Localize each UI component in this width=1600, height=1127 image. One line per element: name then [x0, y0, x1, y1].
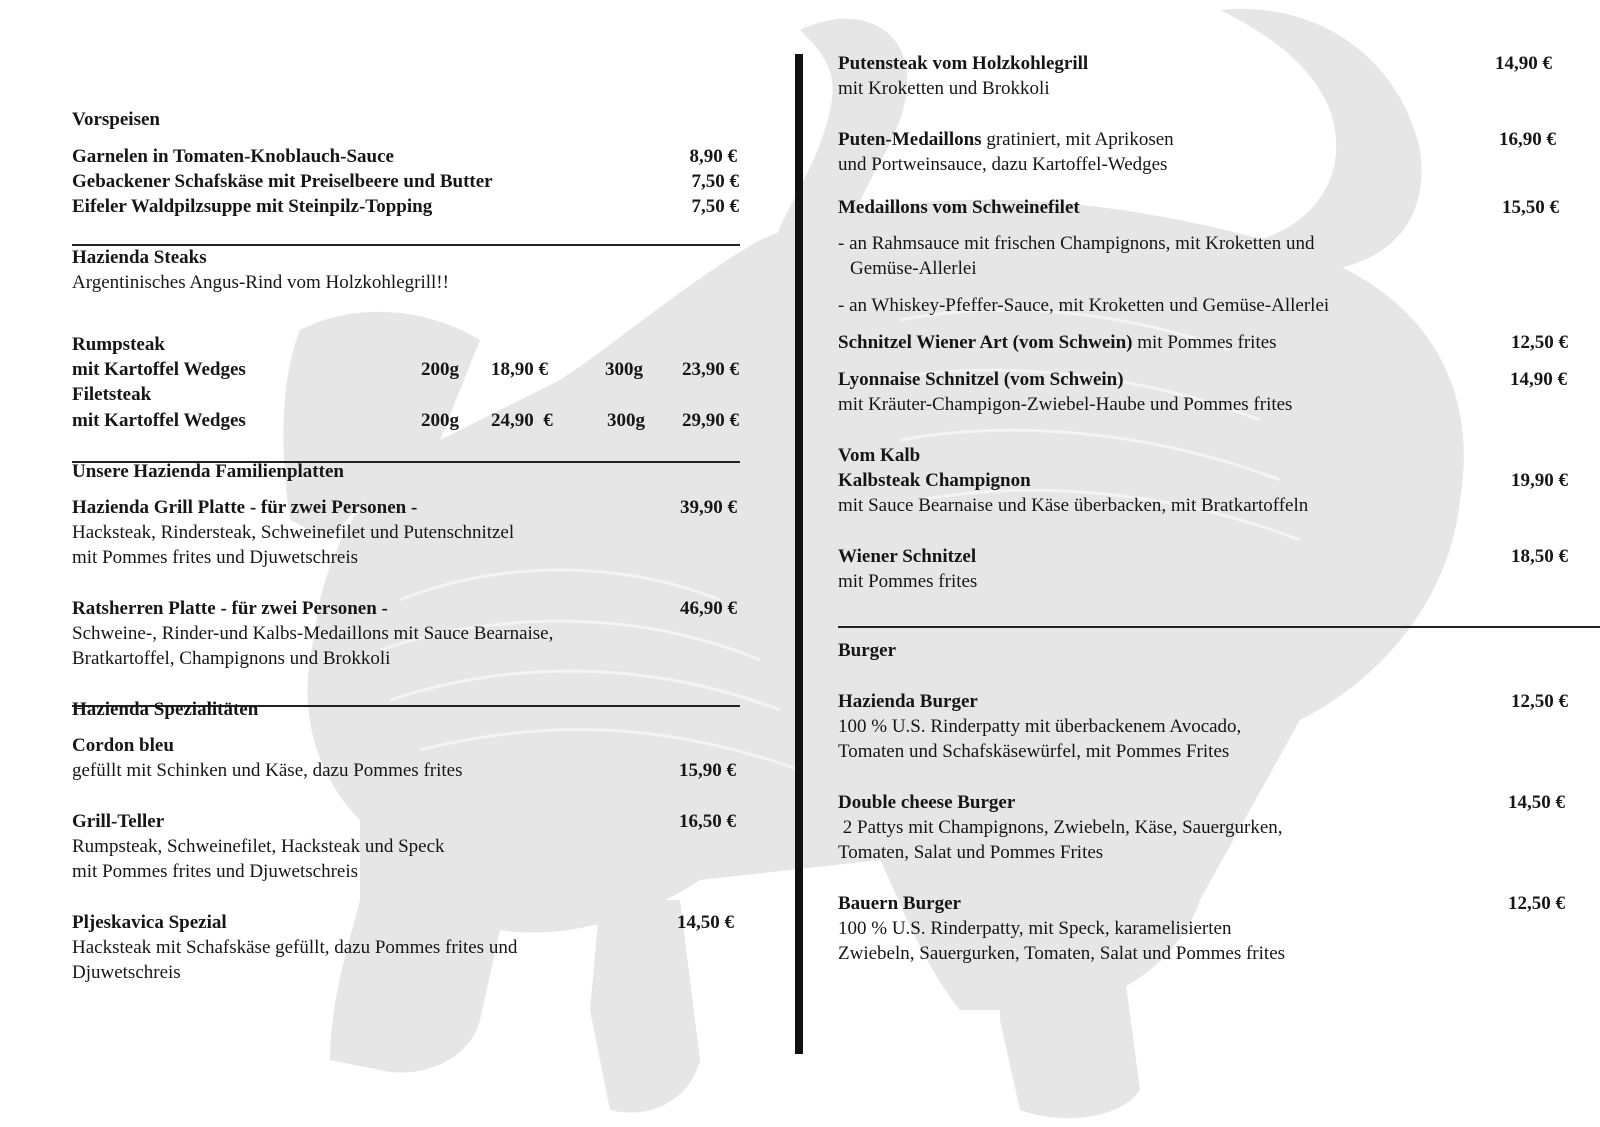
menu-item-description: gefüllt mit Schinken und Käse, dazu Pommes frites: [72, 760, 463, 781]
menu-item-price: 8,90 €: [689, 146, 737, 167]
menu-item-price: 16,90 €: [1499, 129, 1556, 150]
menu-item-name: Kalbsteak Champignon: [838, 470, 1031, 491]
section-heading-spezialitaeten: Hazienda Spezialitäten: [72, 699, 259, 720]
menu-item-name-suffix: mit Pommes frites: [1132, 332, 1277, 353]
menu-item-name: Hazienda Burger: [838, 691, 978, 712]
menu-item-name: Gebackener Schafskäse mit Preiselbeere und Butter: [72, 171, 493, 192]
menu-item-name: Ratsherren Platte - für zwei Personen -: [72, 598, 388, 619]
menu-item-description: mit Pommes frites: [838, 571, 978, 592]
menu-item-line: [838, 127, 1174, 152]
menu-item-price: 15,50 €: [1502, 197, 1559, 218]
menu-item-side: mit Kartoffel Wedges: [72, 359, 246, 380]
menu-item-price: 24,90 €: [491, 410, 553, 431]
menu-item-price: 12,50 €: [1511, 691, 1568, 712]
menu-item-description: Schweine-, Rinder-und Kalbs-Medaillons mit Sauce Bearnaise,: [72, 623, 554, 644]
menu-item-name: Rumpsteak: [72, 334, 165, 355]
weight-option: 300g: [605, 359, 643, 380]
menu-item-description: mit Kroketten und Brokkoli: [838, 78, 1050, 99]
menu-item-name: Grill-Teller: [72, 811, 165, 832]
menu-item-description: und Portweinsauce, dazu Kartoffel-Wedges: [838, 154, 1168, 175]
menu-item-price: 14,90 €: [1510, 369, 1567, 390]
menu-item-description: mit Pommes frites und Djuwetschreis: [72, 547, 359, 568]
menu-item-description: Djuwetschreis: [72, 962, 181, 983]
menu-item-name: Pljeskavica Spezial: [72, 912, 227, 933]
menu-item-description: 100 % U.S. Rinderpatty, mit Speck, karamelisierten: [838, 918, 1232, 939]
menu-item-name: Wiener Schnitzel: [838, 546, 977, 567]
menu-item-description: Hacksteak mit Schafskäse gefüllt, dazu Pommes frites und: [72, 937, 518, 958]
menu-item-description: 2 Pattys mit Champignons, Zwiebeln, Käse, Sauergurken,: [838, 817, 1283, 838]
menu-item-option: - an Whiskey-Pfeffer-Sauce, mit Kroketten und Gemüse-Allerlei: [838, 295, 1330, 316]
menu-item-price: 39,90 €: [680, 497, 737, 518]
menu-item-price: 19,90 €: [1511, 470, 1568, 491]
section-subtitle: Argentinisches Angus-Rind vom Holzkohlegrill!!: [72, 272, 449, 293]
menu-item-description: Tomaten und Schafskäsewürfel, mit Pommes Frites: [838, 741, 1230, 762]
weight-option: 200g: [421, 410, 459, 431]
section-heading-vorspeisen: Vorspeisen: [72, 109, 160, 130]
weight-option: 300g: [607, 410, 645, 431]
menu-item-price: 7,50 €: [691, 196, 739, 217]
menu-item-description: mit Pommes frites und Djuwetschreis: [72, 861, 359, 882]
menu-item-option: Gemüse-Allerlei: [850, 258, 977, 279]
menu-item-price: 7,50 €: [691, 171, 739, 192]
menu-item-description: 100 % U.S. Rinderpatty mit überbackenem Avocado,: [838, 716, 1242, 737]
menu-item-price: 15,90 €: [679, 760, 736, 781]
menu-item-description: mit Sauce Bearnaise und Käse überbacken, mit Bratkartoffeln: [838, 495, 1309, 516]
column-separator: [795, 54, 803, 1054]
menu-item-price: 14,90 €: [1495, 53, 1552, 74]
menu-item-name: Cordon bleu: [72, 735, 174, 756]
menu-item-name: Putensteak vom Holzkohlegrill: [838, 53, 1089, 74]
section-heading-burger: Burger: [838, 640, 897, 661]
menu-item-price: 18,90 €: [491, 359, 548, 380]
menu-item-name: Filetsteak: [72, 384, 152, 405]
menu-item-price: 12,50 €: [1508, 893, 1565, 914]
menu-item-description: Zwiebeln, Sauergurken, Tomaten, Salat und Pommes frites: [838, 943, 1286, 964]
menu-item-description: mit Kräuter-Champigon-Zwiebel-Haube und Pommes frites: [838, 394, 1293, 415]
section-heading-steaks: Hazienda Steaks: [72, 247, 207, 268]
menu-item-price: 16,50 €: [679, 811, 736, 832]
menu-item-description: Rumpsteak, Schweinefilet, Hacksteak und Speck: [72, 836, 445, 857]
menu-item-name-suffix: gratiniert, mit Aprikosen: [981, 129, 1174, 150]
menu-item-price: 29,90 €: [682, 410, 739, 431]
menu-item-description: Tomaten, Salat und Pommes Frites: [838, 842, 1104, 863]
menu-item-price: 14,50 €: [677, 912, 734, 933]
menu-item-price: 23,90 €: [682, 359, 739, 380]
menu-item-option: - an Rahmsauce mit frischen Champignons, mit Kroketten und: [838, 233, 1315, 254]
menu-item-name: Bauern Burger: [838, 893, 961, 914]
menu-item-name: Medaillons vom Schweinefilet: [838, 197, 1080, 218]
menu-item-name: Lyonnaise Schnitzel (vom Schwein): [838, 369, 1124, 390]
menu-item-description: Bratkartoffel, Champignons und Brokkoli: [72, 648, 391, 669]
menu-item-line: [838, 330, 1277, 355]
menu-item-price: 46,90 €: [680, 598, 737, 619]
menu-item-name: Double cheese Burger: [838, 792, 1016, 813]
weight-option: 200g: [421, 359, 459, 380]
menu-item-price: 18,50 €: [1511, 546, 1568, 567]
menu-item-name: Garnelen in Tomaten-Knoblauch-Sauce: [72, 146, 394, 167]
menu-item-name: Puten-Medaillons: [838, 129, 982, 150]
menu-item-description: Hacksteak, Rindersteak, Schweinefilet und Putenschnitzel: [72, 522, 515, 543]
menu-item-name: Eifeler Waldpilzsuppe mit Steinpilz-Topping: [72, 196, 433, 217]
menu-item-price: 12,50 €: [1511, 332, 1568, 353]
menu-item-name: Schnitzel Wiener Art (vom Schwein): [838, 332, 1133, 353]
section-heading-platten: Unsere Hazienda Familienplatten: [72, 461, 344, 482]
menu-item-side: mit Kartoffel Wedges: [72, 410, 246, 431]
section-divider: [838, 626, 1600, 628]
menu-item-price: 14,50 €: [1508, 792, 1565, 813]
section-heading-kalb: Vom Kalb: [838, 445, 921, 466]
menu-item-name: Hazienda Grill Platte - für zwei Personen -: [72, 497, 418, 518]
